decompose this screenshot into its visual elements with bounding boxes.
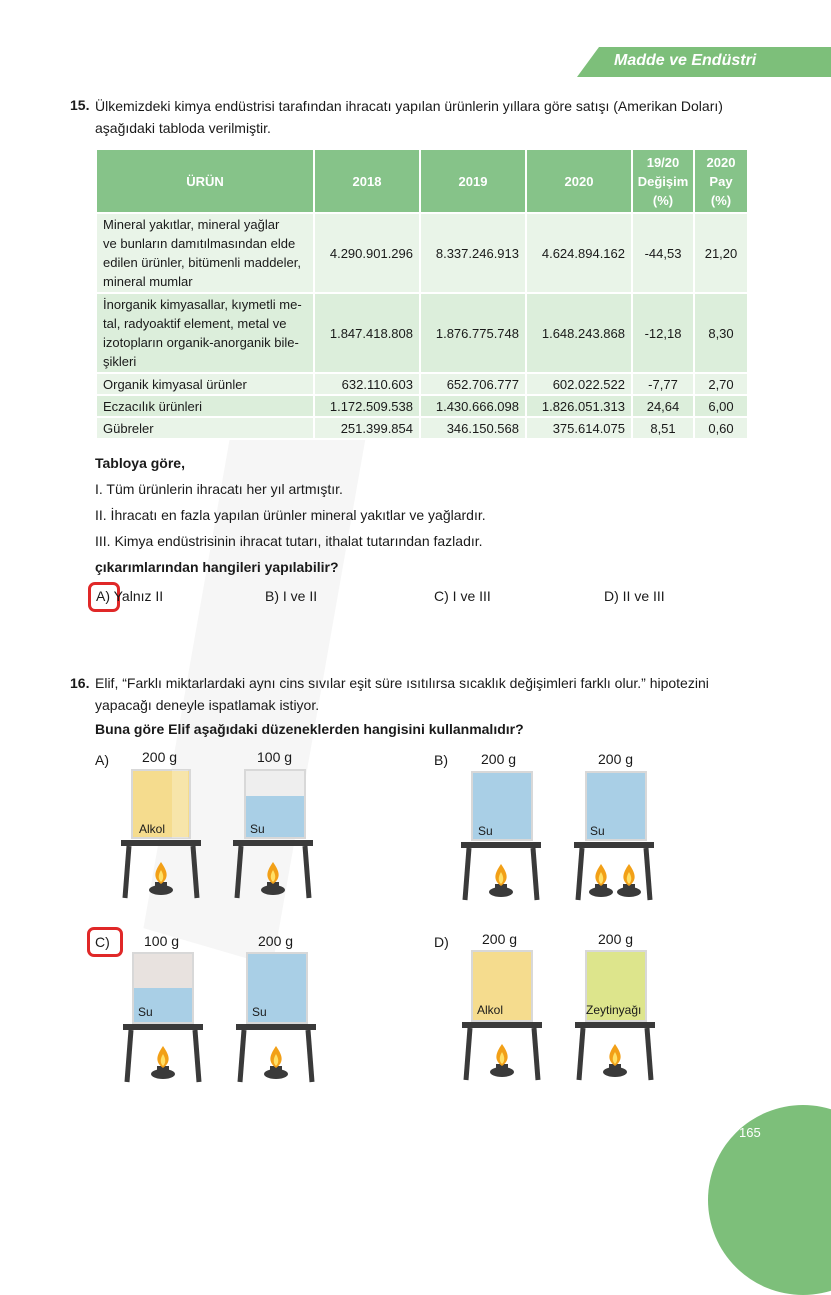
cell-2019: 346.150.568 [420,417,526,439]
cell-2020: 1.648.243.868 [526,293,632,373]
setup-d-right-liquid: Zeytinyağı [586,1003,642,1017]
flame-icon [589,864,613,897]
setup-a-left-liquid: Alkol [139,822,166,836]
cell-share: 0,60 [694,417,748,439]
cell-change: 8,51 [632,417,694,439]
cell-product-line: izotopların organik-anorganik bile- [103,335,299,350]
cell-product-line: mineral mumlar [103,274,193,289]
setup-a-label[interactable]: A) [95,752,109,768]
setup-a-left-mass: 200 g [142,749,178,765]
question-16-question: Buna göre Elif aşağıdaki düzeneklerden hangisini kullanmalıdır? [95,721,524,737]
col-header-share-line2: Pay [709,173,733,189]
cell-2018: 4.290.901.296 [314,213,420,293]
cell-2020: 602.022.522 [526,373,632,395]
cell-2019: 1.876.775.748 [420,293,526,373]
setup-c-left-liquid: Su [138,1005,153,1019]
cell-product: Gübreler [96,417,314,439]
q15-statement-3: III. Kimya endüstrisinin ihracat tutarı, ithalat tutarından fazladır. [95,533,483,549]
q15-option-a[interactable]: A) Yalnız II [96,588,164,604]
question-15-number: 15. [70,97,90,113]
setup-b-right-mass: 200 g [598,751,634,767]
cell-product: Organik kimyasal ürünler [96,373,314,395]
flame-icon [264,1046,288,1079]
col-header-change-line1: 19/20 [646,154,680,170]
q15-statement-1: I. Tüm ürünlerin ihracatı her yıl artmıştır. [95,481,343,497]
setup-d-left-mass: 200 g [482,931,518,947]
q15-question: çıkarımlarından hangileri yapılabilir? [95,559,339,575]
flame-icon [617,864,641,897]
cell-2019: 8.337.246.913 [420,213,526,293]
cell-2018: 632.110.603 [314,373,420,395]
cell-product-line: şikleri [103,354,137,369]
setup-b-right-liquid: Su [590,824,605,838]
cell-2020: 4.624.894.162 [526,213,632,293]
setup-c-right-liquid: Su [252,1005,267,1019]
cell-change: -7,77 [632,373,694,395]
question-16-text-line2: yapacağı deneyle ispatlamak istiyor. [95,697,320,713]
question-15-text-line1: Ülkemizdeki kimya endüstrisi tarafından ihracatı yapılan ürünlerin yıllara göre satışı (Amerikan Doları) [95,98,723,114]
cell-change: -44,53 [632,213,694,293]
cell-change: 24,64 [632,395,694,417]
cell-2018: 251.399.854 [314,417,420,439]
cell-product-line: edilen ürünler, bitümenli maddeler, [103,255,302,270]
page-number: 165 [739,1125,761,1140]
setup-d-label[interactable]: D) [434,934,449,950]
cell-2019: 1.430.666.098 [420,395,526,417]
cell-product-line: Mineral yakıtlar, mineral yağlar [103,217,280,232]
q15-statement-2: II. İhracatı en fazla yapılan ürünler mineral yakıtlar ve yağlardır. [95,507,486,523]
section-title: Madde ve Endüstri [614,52,757,69]
cell-2020: 375.614.075 [526,417,632,439]
setup-d-left-liquid: Alkol [477,1003,504,1017]
cell-share: 2,70 [694,373,748,395]
col-header-product: ÜRÜN [96,149,314,213]
flame-icon [490,1044,514,1077]
flame-icon [149,862,173,895]
flame-icon [489,864,513,897]
cell-product-line: İnorganik kimyasallar, kıymetli me- [103,297,302,312]
setup-b-right-stand [574,842,654,900]
flame-icon [603,1044,627,1077]
flame-icon [261,862,285,895]
col-header-2019: 2019 [420,149,526,213]
cell-2018: 1.847.418.808 [314,293,420,373]
col-header-share-line3: (%) [710,192,732,208]
setup-d-right-mass: 200 g [598,931,634,947]
col-header-change-line3: (%) [652,192,674,208]
cell-product-line: ve bunların damıtılmasından elde [103,236,296,251]
cell-share: 6,00 [694,395,748,417]
q15-prompt: Tabloya göre, [95,455,185,471]
col-header-change-line2: Değişim [637,173,689,189]
cell-product-line: tal, radyoaktif element, metal ve [103,316,287,331]
setup-a-right-liquid: Su [250,822,265,836]
question-15-text-line2: aşağıdaki tabloda verilmiştir. [95,120,271,136]
cell-change: -12,18 [632,293,694,373]
setup-c-left-mass: 100 g [144,933,180,949]
setup-b-left-liquid: Su [478,824,493,838]
cell-share: 21,20 [694,213,748,293]
flame-icon [151,1046,175,1079]
question-16-number: 16. [70,675,90,691]
cell-2018: 1.172.509.538 [314,395,420,417]
cell-2020: 1.826.051.313 [526,395,632,417]
cell-share: 8,30 [694,293,748,373]
cell-2019: 652.706.777 [420,373,526,395]
cell-product: Eczacılık ürünleri [96,395,314,417]
q15-option-d[interactable]: D) II ve III [604,588,665,604]
setup-b-label[interactable]: B) [434,752,448,768]
setup-c-label[interactable]: C) [95,934,110,950]
q15-option-c[interactable]: C) I ve III [434,588,491,604]
setup-c-right-mass: 200 g [258,933,294,949]
question-16-text-line1: Elif, “Farklı miktarlardaki aynı cins sıvılar eşit süre ısıtılırsa sıcaklık değişimleri farklı olur.” hipotezini [95,675,709,691]
setup-a-right-mass: 100 g [257,749,293,765]
col-header-2020: 2020 [526,149,632,213]
setup-b-left-mass: 200 g [481,751,517,767]
col-header-2018: 2018 [314,149,420,213]
col-header-share-line1: 2020 [706,154,736,170]
q15-option-b[interactable]: B) I ve II [265,588,318,604]
